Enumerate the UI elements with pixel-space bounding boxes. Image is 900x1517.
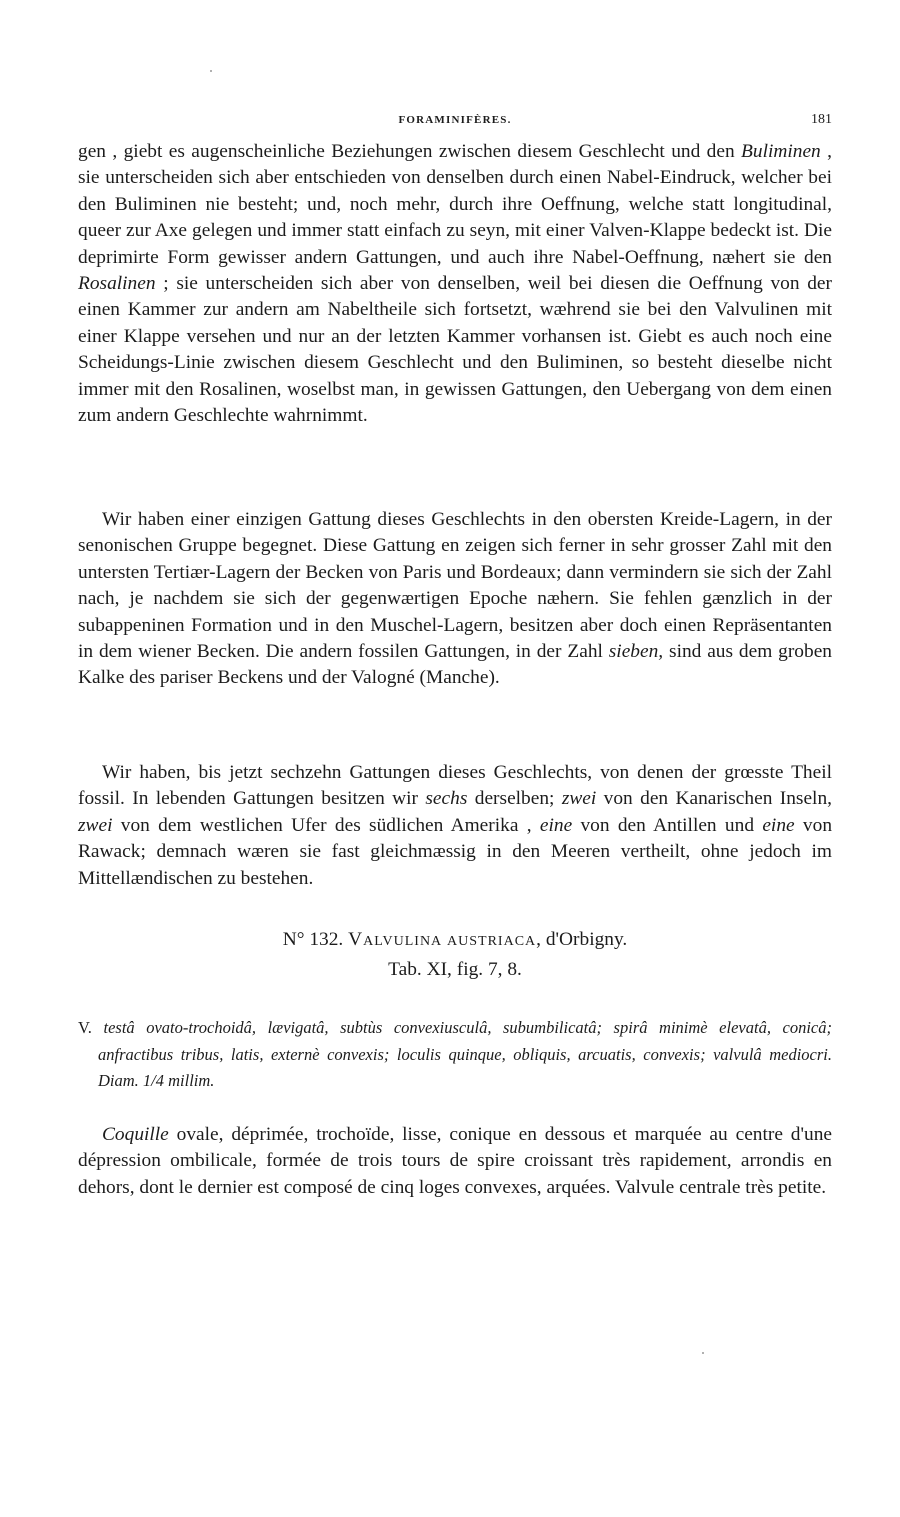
french-description (78, 1122, 832, 1201)
french-description-text: ovale, déprimée, trochoïde, lisse, conique en dessous et marquée au centre d'une dépression ombilicale, formée de trois tours de spire croissant très rapidement, arrondis en dehors, dont le dernier est composé de cinq loges convexes, arquées. Valvule centrale très petite. (78, 1124, 832, 1198)
p3-italic-eine-1: eine (539, 814, 573, 836)
paragraph-3 (78, 760, 832, 892)
species-genus: Valvulina (348, 929, 443, 950)
p3-text-a: Wir haben, bis jetzt sechzehn Gattungen dieses Geschlechts, von denen der grœsste Theil fossil. In lebenden Gattungen besitzen wir (78, 762, 832, 810)
p1-italic-rosalinen: Rosalinen (78, 273, 156, 295)
p3-text-e: von den Antillen und (572, 814, 763, 836)
p1-italic-buliminen: Buliminen (741, 141, 821, 162)
p3-italic-zwei-2: zwei (78, 814, 113, 836)
species-heading (78, 925, 832, 985)
species-epithet: austriaca (447, 929, 537, 950)
latin-genus-abbrev: V. (78, 1018, 92, 1037)
running-title: FORAMINIFÈRES. (398, 114, 512, 126)
species-title-line (78, 925, 832, 955)
french-italic-coquille: Coquille (102, 1124, 169, 1145)
p2-text-a: Wir haben einer einzigen Gattung dieses Geschlechts in den obersten Kreide-Lagern, in der senonischen Gruppe begegnet. Diese Gattung en zeigen sich ferner in sehr grosser Zahl mit den untersten Tertiær-Lagern der Becken von Paris und Bordeaux; dann vermindern sie sich der Zahl nach, je nachdem sie sich der gegenwærtigen Epoche næhern. Sie fehlen gænzlich in der subappeninen Formation und in den Muschel-Lagern, besitzen aber doch einen Repräsentanten in dem wiener Becken. Die andern fossilen Gattungen, in der Zahl (78, 509, 832, 663)
p3-text-b: derselben; (467, 788, 562, 810)
p1-text-c: ; sie unterscheiden sich aber von denselben, weil bei diesen die Oeffnung von der einen Kammer zur andern am Nabeltheile sich fortsetzt, wæhrend sie bei den Valvulinen mit einer Klappe versehen und nur an der letzten Kammer vorhansen ist. Giebt es auch noch eine Scheidungs-Linie zwischen diesem Geschlecht und den Buliminen, so besteht dieselbe nicht immer mit den Rosalinen, woselbst man, in gewissen Gattungen, den Uebergang von dem einen zum andern Geschlechte wahrnimmt. (78, 273, 832, 427)
p3-italic-eine-2: eine (762, 814, 795, 836)
p1-text-b: , sie unterscheiden sich aber entschieden von denselben durch einen Nabel-Eindruck, welcher bei den Buliminen nie besteht; und, noch mehr, durch ihre Oeffnung, welche statt longitudinal, queer zur Axe gelegen und immer statt einfach zu seyn, mit einer Valven-Klappe bedeckt ist. Die deprimirte Form gewisser andern Gattungen, und auch ihre Nabel-Oeffnung, næhert sie den (78, 141, 832, 268)
p3-text-d: von dem westlichen Ufer des südlichen Amerika , (112, 814, 540, 836)
paragraph-1 (78, 139, 832, 429)
p2-text-b: sind aus dem groben Kalke des pariser Beckens und der Valogné (Manche). (78, 641, 833, 689)
print-speck (702, 1352, 704, 1354)
p3-italic-sechs: sechs (425, 788, 468, 810)
species-number: N° 132. (282, 929, 344, 950)
p2-italic-sieben: sieben, (608, 641, 664, 663)
p3-italic-zwei-1: zwei (561, 788, 597, 810)
latin-diagnosis-text: testâ ovato-trochoidâ, lævigatâ, subtùs convexiusculâ, subumbilicatâ; spirâ minimè elevatâ, conicâ; anfractibus tribus, latis, externè convexis; loculis quinque, obliquis, arcuatis, convexis; valvulâ mediocri. Diam. 1/4 millim. (91, 1018, 832, 1090)
species-plate-reference: Tab. XI, fig. 7, 8. (388, 959, 522, 980)
p3-text-c: von den Kanarischen Inseln, (596, 788, 832, 810)
p1-text-a: gen , giebt es augenscheinliche Beziehungen zwischen diesem Geschlecht und den (78, 141, 742, 162)
latin-diagnosis (78, 1015, 832, 1095)
p3-text-f: von Rawack; demnach wæren sie fast gleichmæssig in den Meeren vertheilt, ohne jedoch im Mittellændischen zu bestehen. (78, 814, 833, 889)
paragraph-2 (78, 507, 832, 692)
page-number: 181 (811, 112, 832, 127)
print-speck (210, 70, 212, 72)
species-author: , d'Orbigny. (536, 929, 628, 950)
running-head (78, 112, 832, 132)
